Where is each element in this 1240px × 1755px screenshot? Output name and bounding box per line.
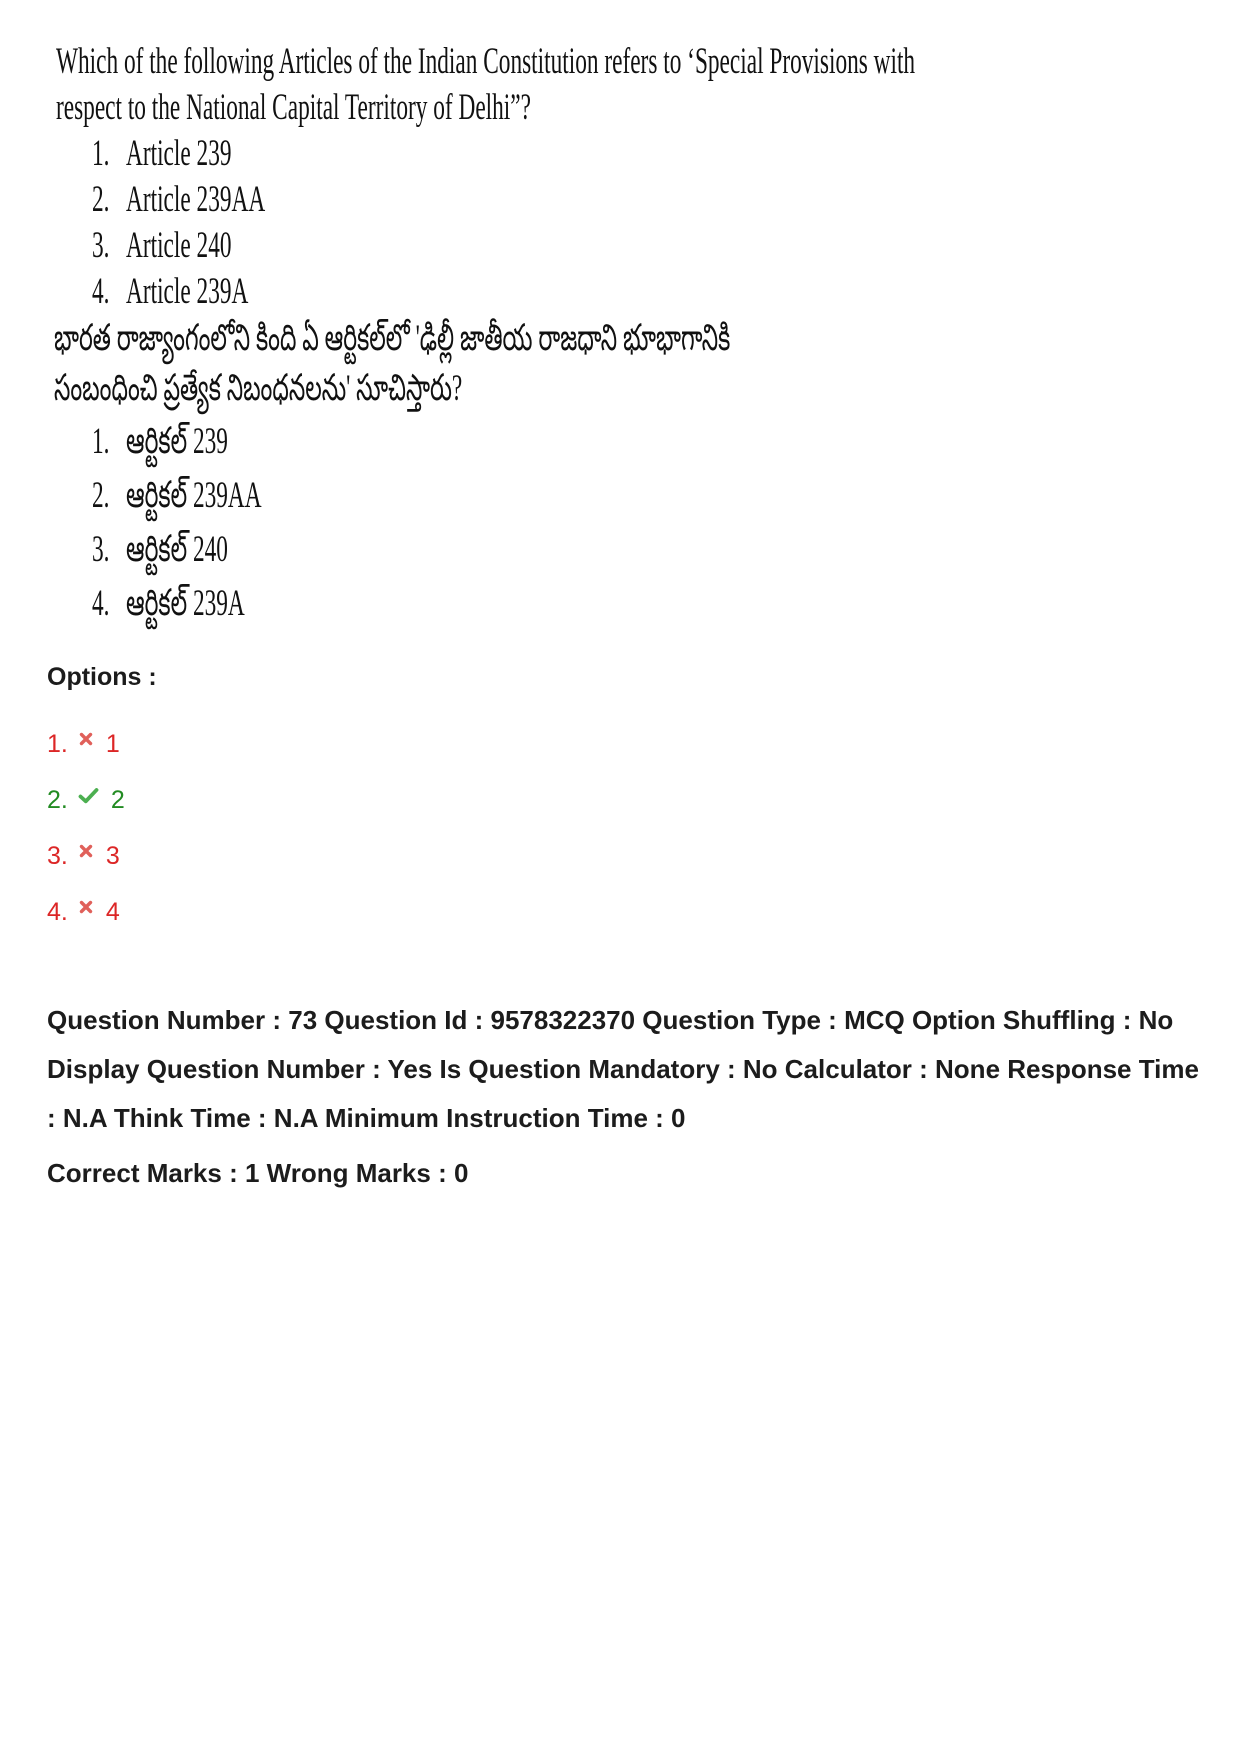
answer-option-number: 3. (47, 842, 68, 870)
answer-option-3 (47, 828, 447, 884)
question-meta-line: Question Number : 73 Question Id : 9578322370 Question Type : MCQ Option Shuffling : No (47, 1005, 1174, 1035)
option-number: 2. (92, 475, 110, 516)
option-number: 3. (92, 225, 110, 266)
answer-option-content (47, 896, 120, 928)
option-list (47, 716, 447, 940)
question-text-en-line (54, 85, 1054, 131)
option-number: 4. (92, 583, 110, 624)
answer-option-number: 4. (47, 898, 68, 926)
question-meta (47, 996, 1217, 1198)
answer-option-4 (47, 884, 447, 940)
question-text-en: Which of the following Articles of the Indian Constitution refers to ‘Special Provisions with (56, 41, 916, 82)
question-text-te: భారత రాజ్యాంగంలోని కింది ఏ ఆర్టికల్‌లో 'ఢిల్లీ జాతీయ రాజధాని భూభాగానికి (54, 318, 731, 359)
question-text-en-line (54, 39, 1054, 85)
option-en-3 (54, 223, 1054, 269)
question-image (54, 39, 1054, 631)
option-number: 3. (92, 529, 110, 570)
option-en-4 (54, 269, 1054, 315)
question-text-te: సంబంధించి ప్రత్యేక నిబంధనలను' సూచిస్తారు? (54, 368, 463, 409)
cross-icon-graphic (78, 731, 94, 747)
check-stroke (80, 790, 96, 801)
option-number: 2. (92, 179, 110, 220)
option-number: 1. (92, 133, 110, 174)
cross-icon (78, 843, 94, 859)
cross-icon (78, 731, 94, 747)
cross-icon-graphic (78, 843, 94, 859)
option-text: Article 240 (126, 225, 232, 266)
option-en-2 (54, 177, 1054, 223)
answer-option-value: 1 (105, 730, 120, 758)
answer-option-2 (47, 772, 447, 828)
option-te-1 (54, 415, 1054, 469)
option-text: ఆర్టికల్ 239 (126, 421, 228, 462)
answer-option-value: 3 (105, 842, 120, 870)
option-text: Article 239A (126, 271, 249, 312)
answer-option-content (47, 728, 120, 760)
option-text: ఆర్టికల్ 240 (126, 529, 228, 570)
option-number: 1. (92, 421, 110, 462)
question-meta-line: Display Question Number : Yes Is Question Mandatory : No Calculator : None Response Time (47, 1054, 1199, 1084)
answer-option-number: 2. (47, 786, 68, 814)
option-te-4 (54, 577, 1054, 631)
option-te-2 (54, 469, 1054, 523)
options-label: Options : (47, 663, 157, 691)
answer-option-value: 4 (105, 898, 120, 926)
answer-option-1 (47, 716, 447, 772)
answer-option-content (47, 840, 120, 872)
check-icon (78, 787, 99, 804)
option-number: 4. (92, 271, 110, 312)
option-text: Article 239 (126, 133, 232, 174)
option-en-1 (54, 131, 1054, 177)
option-te-3 (54, 523, 1054, 577)
marks-line: Correct Marks : 1 Wrong Marks : 0 (47, 1158, 469, 1188)
question-text-te-line (54, 363, 1054, 415)
question-meta-line: : N.A Think Time : N.A Minimum Instruction Time : 0 (47, 1103, 686, 1133)
cross-icon-graphic (78, 899, 94, 915)
option-text: Article 239AA (126, 179, 266, 220)
cross-icon (78, 899, 94, 915)
question-text-te-line (54, 315, 1054, 363)
check-icon-graphic (78, 787, 99, 804)
answer-option-value: 2 (110, 786, 125, 814)
question-text-en: respect to the National Capital Territory of Delhi”? (56, 87, 531, 128)
answer-option-number: 1. (47, 730, 68, 758)
option-text: ఆర్టికల్ 239AA (126, 475, 262, 516)
answer-option-content (47, 784, 125, 816)
option-text: ఆర్టికల్ 239A (126, 583, 245, 624)
